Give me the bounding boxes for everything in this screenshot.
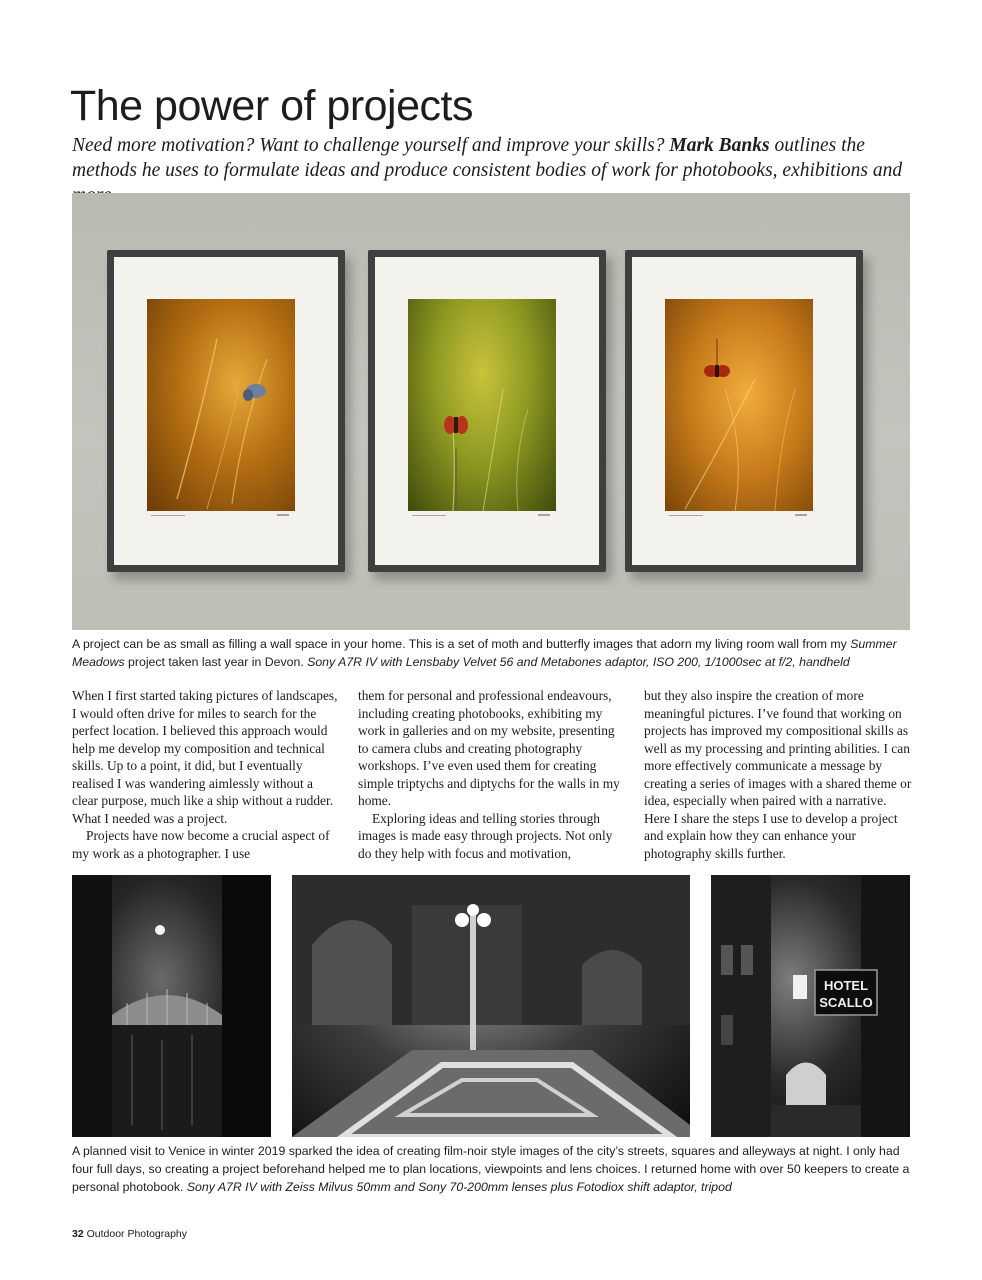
- print-red-butterfly: [665, 299, 813, 511]
- print-signature: [147, 514, 295, 518]
- frame-middle: [368, 250, 606, 572]
- body-paragraph: Exploring ideas and telling stories through images is made easy through projects. Not only do they help with focus and motivation,: [358, 810, 613, 861]
- hero-photo-framed-prints: [72, 193, 910, 630]
- standfirst-text-post: outlines the methods he uses to formulate ideas and produce consistent bodies of work for photobooks, exhibitions and: [72, 135, 903, 181]
- print-signature: [665, 514, 813, 518]
- photo-venice-square-lamp: [292, 875, 690, 1137]
- print-butterfly-on-grass: [147, 299, 295, 511]
- hero-caption: A project can be as small as filling a wall space in your home. This is a set of moth and butterfly images that adorn my living room wall from my Summer Meadows project taken last year in Devon. Sony A7R IV with Lensbaby Velvet 56 and Metabones adaptor, ISO 200, 1/1000sec at f/2, handheld: [72, 637, 897, 669]
- body-column-3: [644, 687, 912, 862]
- magazine-name: Outdoor Photography: [86, 1228, 188, 1240]
- page-title: The power of projects: [70, 82, 473, 130]
- photo-venice-hotel-alley: [711, 875, 910, 1137]
- author-name: Mark Banks: [669, 135, 770, 156]
- body-paragraph: When I first started taking pictures of landscapes, I would often drive for miles to search for the perfect location. I believed this approach would help me develop my composition and technical skills. Up to a point, it did, but I eventually realised I was wandering aimlessly without a clear purpose, much like a ship without a rudder. What I needed was a project.: [72, 688, 338, 826]
- print-moth-on-stem: [408, 299, 556, 511]
- body-paragraph: Projects have now become a crucial aspect of my work as a photographer. I use: [72, 828, 330, 861]
- body-paragraph-continued: but they also inspire the creation of more meaningful pictures. I’ve found that working on projects has improved my compositional skills as well as my processing and printing abilities. I can more effectively communicate a message by creating a series of images with a shared theme or idea, especially when paired with a narrative. Here I share the steps I use to develop a project and explain how they can enhance your photography skills further.: [644, 688, 912, 861]
- print-signature: [408, 514, 556, 518]
- page-number: 32: [72, 1228, 84, 1240]
- hotel-sign-line1: HOTEL: [823, 978, 869, 993]
- standfirst-text-pre: Need more motivation? Want to challenge yourself and improve your skills?: [72, 135, 670, 156]
- page-footer: [72, 1227, 187, 1241]
- body-column-1: [72, 687, 340, 862]
- frame-left: [107, 250, 345, 572]
- body-paragraph-continued: them for personal and professional endeavours, including creating photobooks, exhibiting my work in galleries and on my website, presenting to camera clubs and creating photography workshops. I’ve even used them for creating simple triptychs and diptychs for the walls in my home.: [358, 688, 620, 808]
- photo-venice-canal-bridge: [72, 875, 271, 1137]
- frame-right: [625, 250, 863, 572]
- venice-caption: A planned visit to Venice in winter 2019 sparked the idea of creating film-noir style images of the city’s streets, squares and alleyways at night. I only had four full days, so creating a project beforehand helped me to plan locations, viewpoints and lens choices. I returned home with over 50 keepers to create a personal photobook. Sony A7R IV with Zeiss Milvus 50mm and Sony 70-200mm lenses plus Fotodiox shift adaptor, tripod: [72, 1144, 910, 1194]
- body-column-2: [358, 687, 626, 862]
- hotel-sign-line2: SCALLO: [819, 995, 873, 1010]
